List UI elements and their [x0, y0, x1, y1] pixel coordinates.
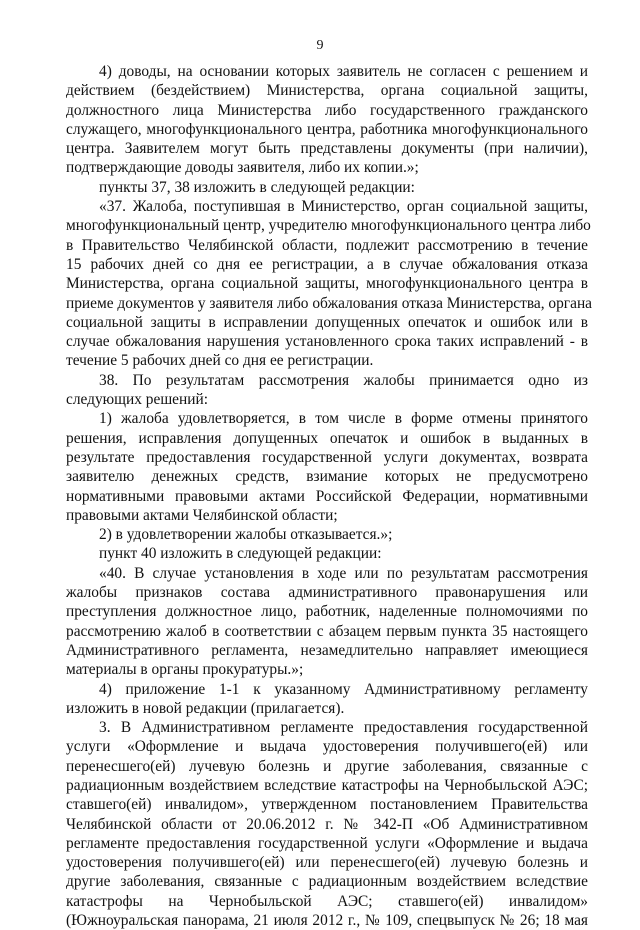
text-line: рассмотрению жалоб в соответствии с абзацем первым пункта 35 настоящего	[66, 622, 588, 640]
text-line: Административного регламента, незамедлительно направляет имеющиеся	[66, 641, 588, 659]
paragraph	[66, 718, 588, 930]
text-line: пункты 37, 38 изложить в следующей редакции:	[99, 178, 415, 196]
text-line: правовыми актами Челябинской области;	[66, 506, 338, 524]
text-line: центра. Заявителем могут быть представлены документы (при наличии),	[66, 140, 588, 158]
text-line: изложить в новой редакции (прилагается).	[66, 699, 345, 717]
text-line: 4) доводы, на основании которых заявитель не согласен с решением и	[99, 63, 588, 80]
text-line: 15 рабочих дней со дня ее регистрации, а в случае обжалования отказа	[66, 255, 588, 273]
text-line: должностного лица Министерства либо государственного гражданского	[66, 101, 588, 119]
paragraph	[66, 564, 588, 680]
text-line: регламенте предоставления государственной услуги «Оформление и выдача	[66, 834, 588, 852]
text-line: Челябинской области от 20.06.2012 г. № 342-П «Об Административном	[66, 815, 588, 833]
text-line: заявителю денежных средств, взимание которых не предусмотрено	[66, 468, 588, 486]
page-number: 9	[316, 38, 324, 53]
text-line: многофункциональный центр, учредителю многофункционального центра либо	[66, 217, 591, 235]
text-line: (Южноуральская панорама, 21 июля 2012 г., № 109, спецвыпуск № 26; 18 мая	[66, 912, 588, 930]
text-line: приеме документов у заявителя либо обжалования отказа Министерства, органа	[66, 294, 593, 312]
paragraph	[66, 62, 588, 178]
text-line: жалобы признаков состава административного правонарушения или	[66, 584, 588, 602]
text-line: 2) в удовлетворении жалобы отказывается.»;	[99, 526, 393, 544]
paragraph	[66, 680, 588, 719]
text-line: в Правительство Челябинской области, подлежит рассмотрению в течение	[66, 236, 588, 254]
text-line: социальной защиты в исправлении допущенных опечаток и ошибок или в	[66, 313, 588, 331]
text-line: «37. Жалоба, поступившая в Министерство, орган социальной защиты,	[99, 198, 588, 216]
text-line: удостоверения получившего(ей) или перенесшего(ей) лучевую болезнь и	[66, 854, 588, 872]
text-line: пункт 40 изложить в следующей редакции:	[99, 545, 382, 563]
text-line: преступления должностное лицо, работник, наделенные полномочиями по	[66, 603, 588, 621]
text-line: Министерства, органа социальной защиты, многофункционального центра в	[66, 275, 588, 293]
text-line: действием (бездействием) Министерства, органа социальной защиты,	[66, 82, 588, 100]
paragraph	[66, 371, 588, 410]
text-line: служащего, многофункционального центра, работника многофункционального	[66, 120, 588, 138]
paragraph	[66, 197, 593, 371]
text-line: результате предоставления государственной услуги документах, возврата	[66, 448, 588, 466]
text-line: 3. В Административном регламенте предоставления государственной	[99, 719, 588, 737]
document-body	[66, 62, 593, 930]
text-line: 4) приложение 1-1 к указанному Административному регламенту	[99, 680, 588, 698]
text-line: решения, исправления допущенных опечаток и ошибок в выданных в	[66, 429, 588, 447]
text-line: другие заболевания, связанные с радиационным воздействием вследствие	[66, 873, 588, 891]
text-line: течение 5 рабочих дней со дня ее регистрации.	[66, 352, 374, 370]
text-line: 1) жалоба удовлетворяется, в том числе в форме отмены принятого	[99, 410, 588, 428]
text-line: радиационным воздействием вследствие катастрофы на Чернобыльской АЭС;	[66, 776, 588, 794]
text-line: услуги «Оформление и выдача удостоверения получившего(ей) или	[66, 738, 588, 756]
text-line: случае обжалования нарушения установленного срока таких исправлений - в	[66, 333, 588, 351]
text-line: перенесшего(ей) лучевую болезнь и другие заболевания, связанные с	[66, 757, 588, 775]
text-line: «40. В случае установления в ходе или по результатам рассмотрения	[99, 564, 588, 582]
text-line: следующих решений:	[66, 391, 208, 409]
text-line: нормативными правовыми актами Российской Федерации, нормативными	[66, 487, 588, 505]
text-line: 38. По результатам рассмотрения жалобы принимается одно из	[99, 371, 588, 389]
paragraph	[66, 525, 588, 544]
text-line: материалы в органы прокуратуры.»;	[66, 661, 304, 679]
text-line: катастрофы на Чернобыльской АЭС; ставшего(ей) инвалидом»	[66, 892, 588, 910]
paragraph	[66, 178, 588, 197]
text-line: ставшего(ей) инвалидом», утвержденном постановлением Правительства	[66, 796, 588, 814]
paragraph	[66, 409, 588, 525]
paragraph	[66, 544, 588, 563]
text-line: подтверждающие доводы заявителя, либо их копии.»;	[66, 159, 419, 177]
